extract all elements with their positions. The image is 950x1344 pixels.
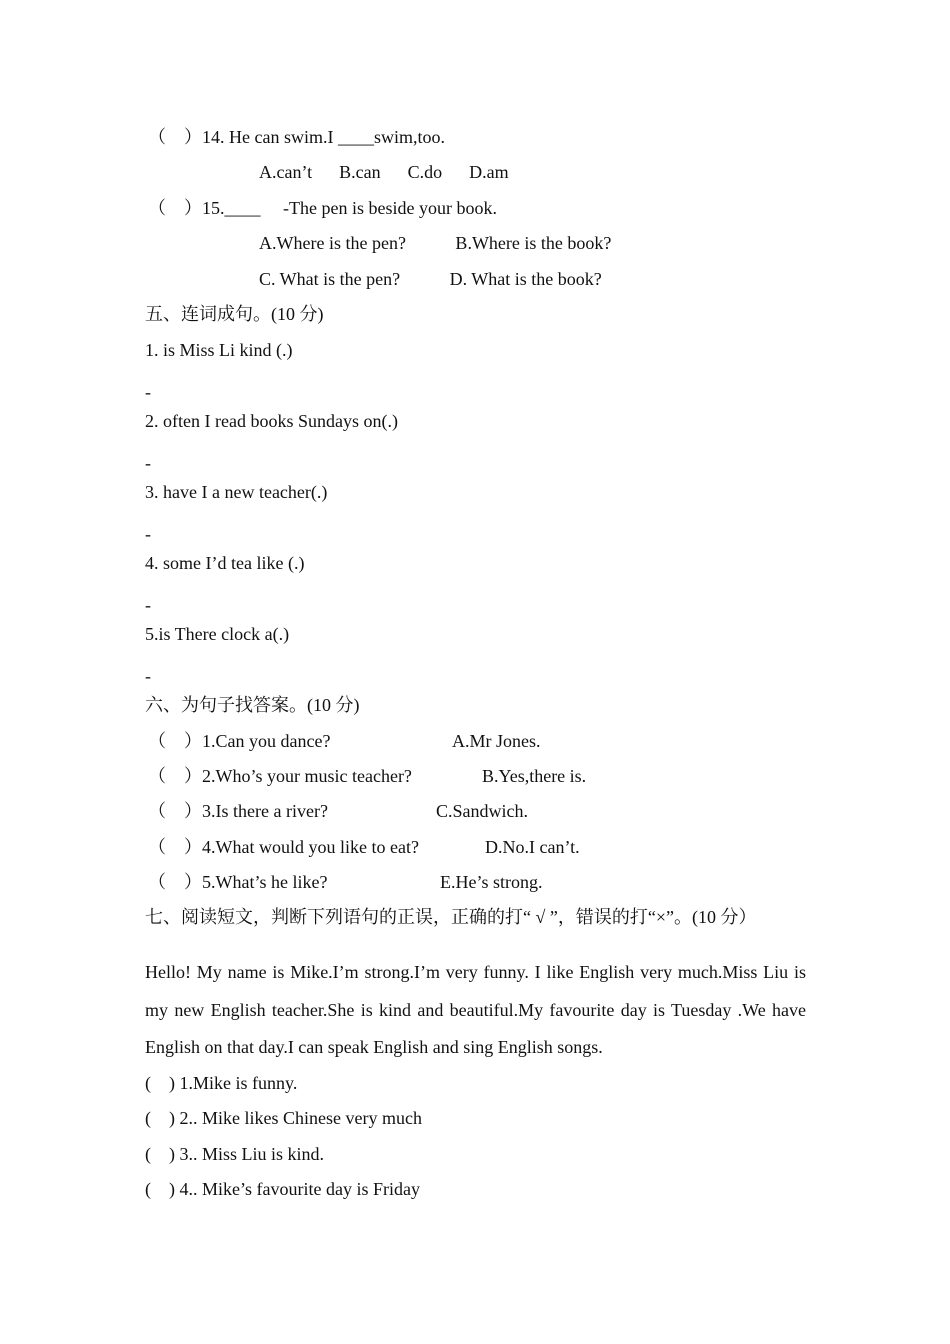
- question-14-stem: （ ）14. He can swim.I ____swim,too.: [148, 127, 445, 147]
- match-question-1: （ ）1.Can you dance?: [148, 731, 331, 751]
- answer-line-3: -: [145, 524, 151, 544]
- reorder-item-2: 2. often I read books Sundays on(.): [145, 411, 398, 431]
- match-answer-d: D.No.I can’t.: [485, 837, 580, 857]
- reorder-item-3: 3. have I a new teacher(.): [145, 482, 328, 502]
- answer-line-4: -: [145, 595, 151, 615]
- match-answer-e: E.He’s strong.: [440, 872, 543, 892]
- reorder-item-1: 1. is Miss Li kind (.): [145, 340, 293, 360]
- question-15-stem: （ ）15.____ -The pen is beside your book.: [148, 198, 497, 218]
- question-15-options-row2: C. What is the pen? D. What is the book?: [259, 269, 602, 289]
- match-answer-a: A.Mr Jones.: [452, 731, 541, 751]
- reorder-item-4: 4. some I’d tea like (.): [145, 553, 305, 573]
- reading-passage: Hello! My name is Mike.I’m strong.I’m very funny. I like English very much.Miss Liu is my new English teacher.She is kind and beautiful.My favourite day is Tuesday .We have English on that day.I can speak English and sing English songs.: [145, 962, 806, 1057]
- answer-line-5: -: [145, 666, 151, 686]
- match-answer-b: B.Yes,there is.: [482, 766, 587, 786]
- match-answer-c: C.Sandwich.: [436, 801, 528, 821]
- judge-statement-1: ( ) 1.Mike is funny.: [145, 1073, 298, 1093]
- match-question-3: （ ）3.Is there a river?: [148, 801, 328, 821]
- judge-statement-4: ( ) 4.. Mike’s favourite day is Friday: [145, 1179, 420, 1199]
- question-14-options: A.can’t B.can C.do D.am: [259, 162, 509, 182]
- match-question-4: （ ）4.What would you like to eat?: [148, 837, 419, 857]
- match-question-2: （ ）2.Who’s your music teacher?: [148, 766, 412, 786]
- judge-statement-3: ( ) 3.. Miss Liu is kind.: [145, 1144, 325, 1164]
- match-question-5: （ ）5.What’s he like?: [148, 872, 328, 892]
- question-15-options-row1: A.Where is the pen? B.Where is the book?: [259, 233, 612, 253]
- answer-line-2: -: [145, 453, 151, 473]
- judge-statement-2: ( ) 2.. Mike likes Chinese very much: [145, 1108, 422, 1128]
- reorder-item-5: 5.is There clock a(.): [145, 624, 290, 644]
- section-6-title: 六、为句子找答案。(10 分): [145, 695, 360, 715]
- answer-line-1: -: [145, 382, 151, 402]
- section-5-title: 五、连词成句。(10 分): [145, 304, 324, 324]
- section-7-title: 七、阅读短文，判断下列语句的正误，正确的打“ √ ”，错误的打“×”。(10 分）: [145, 907, 757, 927]
